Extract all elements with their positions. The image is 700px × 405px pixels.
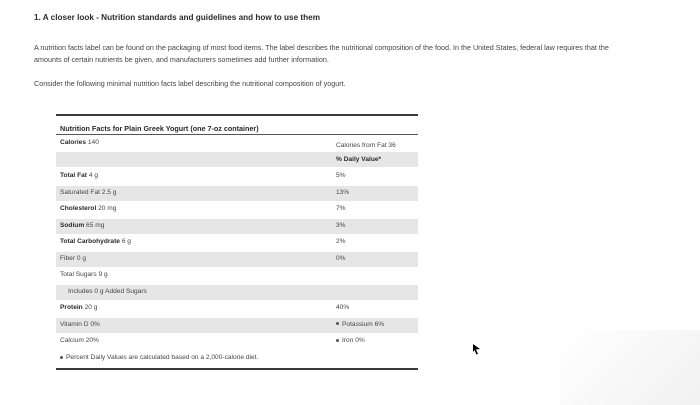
calories-value: 140 — [87, 139, 99, 146]
bullet-icon — [60, 356, 63, 359]
question-prompt: Consider the following minimal nutrition facts label describing the nutritional composition of yogurt. — [34, 79, 346, 88]
nutrient-row — [56, 285, 418, 300]
nutrient-name: Cholesterol — [60, 205, 97, 212]
calories-name: Calories — [60, 139, 87, 146]
nutrient-name: Saturated Fat — [60, 188, 100, 196]
nutrient-amount: 4 g — [88, 172, 98, 179]
nutrient-name: Total Sugars — [60, 271, 97, 278]
nutrient-row — [56, 318, 418, 333]
daily-value-percent: 7% — [336, 205, 346, 212]
screen-glare — [560, 330, 700, 405]
daily-value-percent: 3% — [336, 221, 346, 229]
nutrient-name: Includes — [68, 287, 93, 295]
daily-value-percent: 0% — [336, 254, 346, 262]
label-title: Nutrition Facts for Plain Greek Yogurt (one 7-oz container) — [60, 124, 259, 133]
nutrient-name: Vitamin D — [60, 320, 89, 328]
nutrient-amount: 0% — [90, 320, 100, 328]
nutrient-name: Sodium — [60, 221, 85, 229]
nutrient-name: Protein — [60, 304, 83, 311]
label-top-rule — [56, 114, 418, 116]
calories-row — [56, 136, 418, 151]
nutrient-name: Fiber — [60, 254, 76, 262]
nutrient-name: Calcium — [60, 337, 84, 344]
nutrient-amount: 20% — [85, 337, 99, 344]
nutrient-row — [56, 186, 418, 201]
bullet-icon — [336, 339, 339, 342]
nutrient-name: Total Carbohydrate — [60, 238, 120, 245]
daily-value-percent: 5% — [336, 172, 346, 179]
daily-value-percent: 2% — [336, 238, 346, 245]
daily-value-percent: Iron 0% — [342, 337, 365, 344]
nutrient-row — [56, 252, 418, 267]
mouse-cursor-icon — [472, 343, 482, 355]
nutrient-amount: 0 g Added Sugars — [94, 287, 147, 295]
footnote-text: Percent Daily Values are calculated based on a 2,000-calorie diet. — [66, 354, 259, 361]
nutrient-amount: 9 g — [98, 271, 108, 278]
nutrient-row — [56, 235, 418, 250]
label-title-rule — [56, 134, 418, 135]
nutrient-amount: 65 mg — [86, 221, 105, 229]
nutrient-amount: 6 g — [121, 238, 131, 245]
daily-value-header: % Daily Value* — [336, 156, 382, 163]
daily-value-header-row — [56, 152, 418, 167]
nutrient-name: Total Fat — [60, 172, 87, 179]
daily-value-percent: 13% — [336, 188, 350, 196]
nutrition-facts-label — [56, 114, 418, 370]
nutrient-row — [56, 268, 418, 283]
label-bottom-rule — [56, 368, 418, 370]
footnote-row — [56, 351, 418, 366]
bullet-icon — [336, 322, 339, 325]
nutrient-row — [56, 334, 418, 349]
nutrient-row — [56, 202, 418, 217]
question-title: 1. A closer look - Nutrition standards and guidelines and how to use them — [34, 13, 320, 22]
calories-from-fat: Calories from Fat 36 — [336, 142, 396, 149]
intro-paragraph: A nutrition facts label can be found on the packaging of most food items. The label describes the nutritional composition of the food. In the United States, federal law requires that the amounts of certain nutrients be given, and manufacturers sometimes add further information. — [34, 43, 609, 64]
nutrient-row — [56, 169, 418, 184]
nutrient-amount: 2.5 g — [101, 188, 117, 196]
nutrient-row — [56, 219, 418, 234]
nutrient-amount: 0 g — [76, 254, 87, 262]
daily-value-percent: Potassium 6% — [342, 320, 385, 328]
nutrient-amount: 20 g — [84, 304, 98, 311]
daily-value-percent: 40% — [336, 304, 350, 311]
nutrient-row — [56, 301, 418, 316]
nutrient-amount: 20 mg — [98, 205, 117, 212]
